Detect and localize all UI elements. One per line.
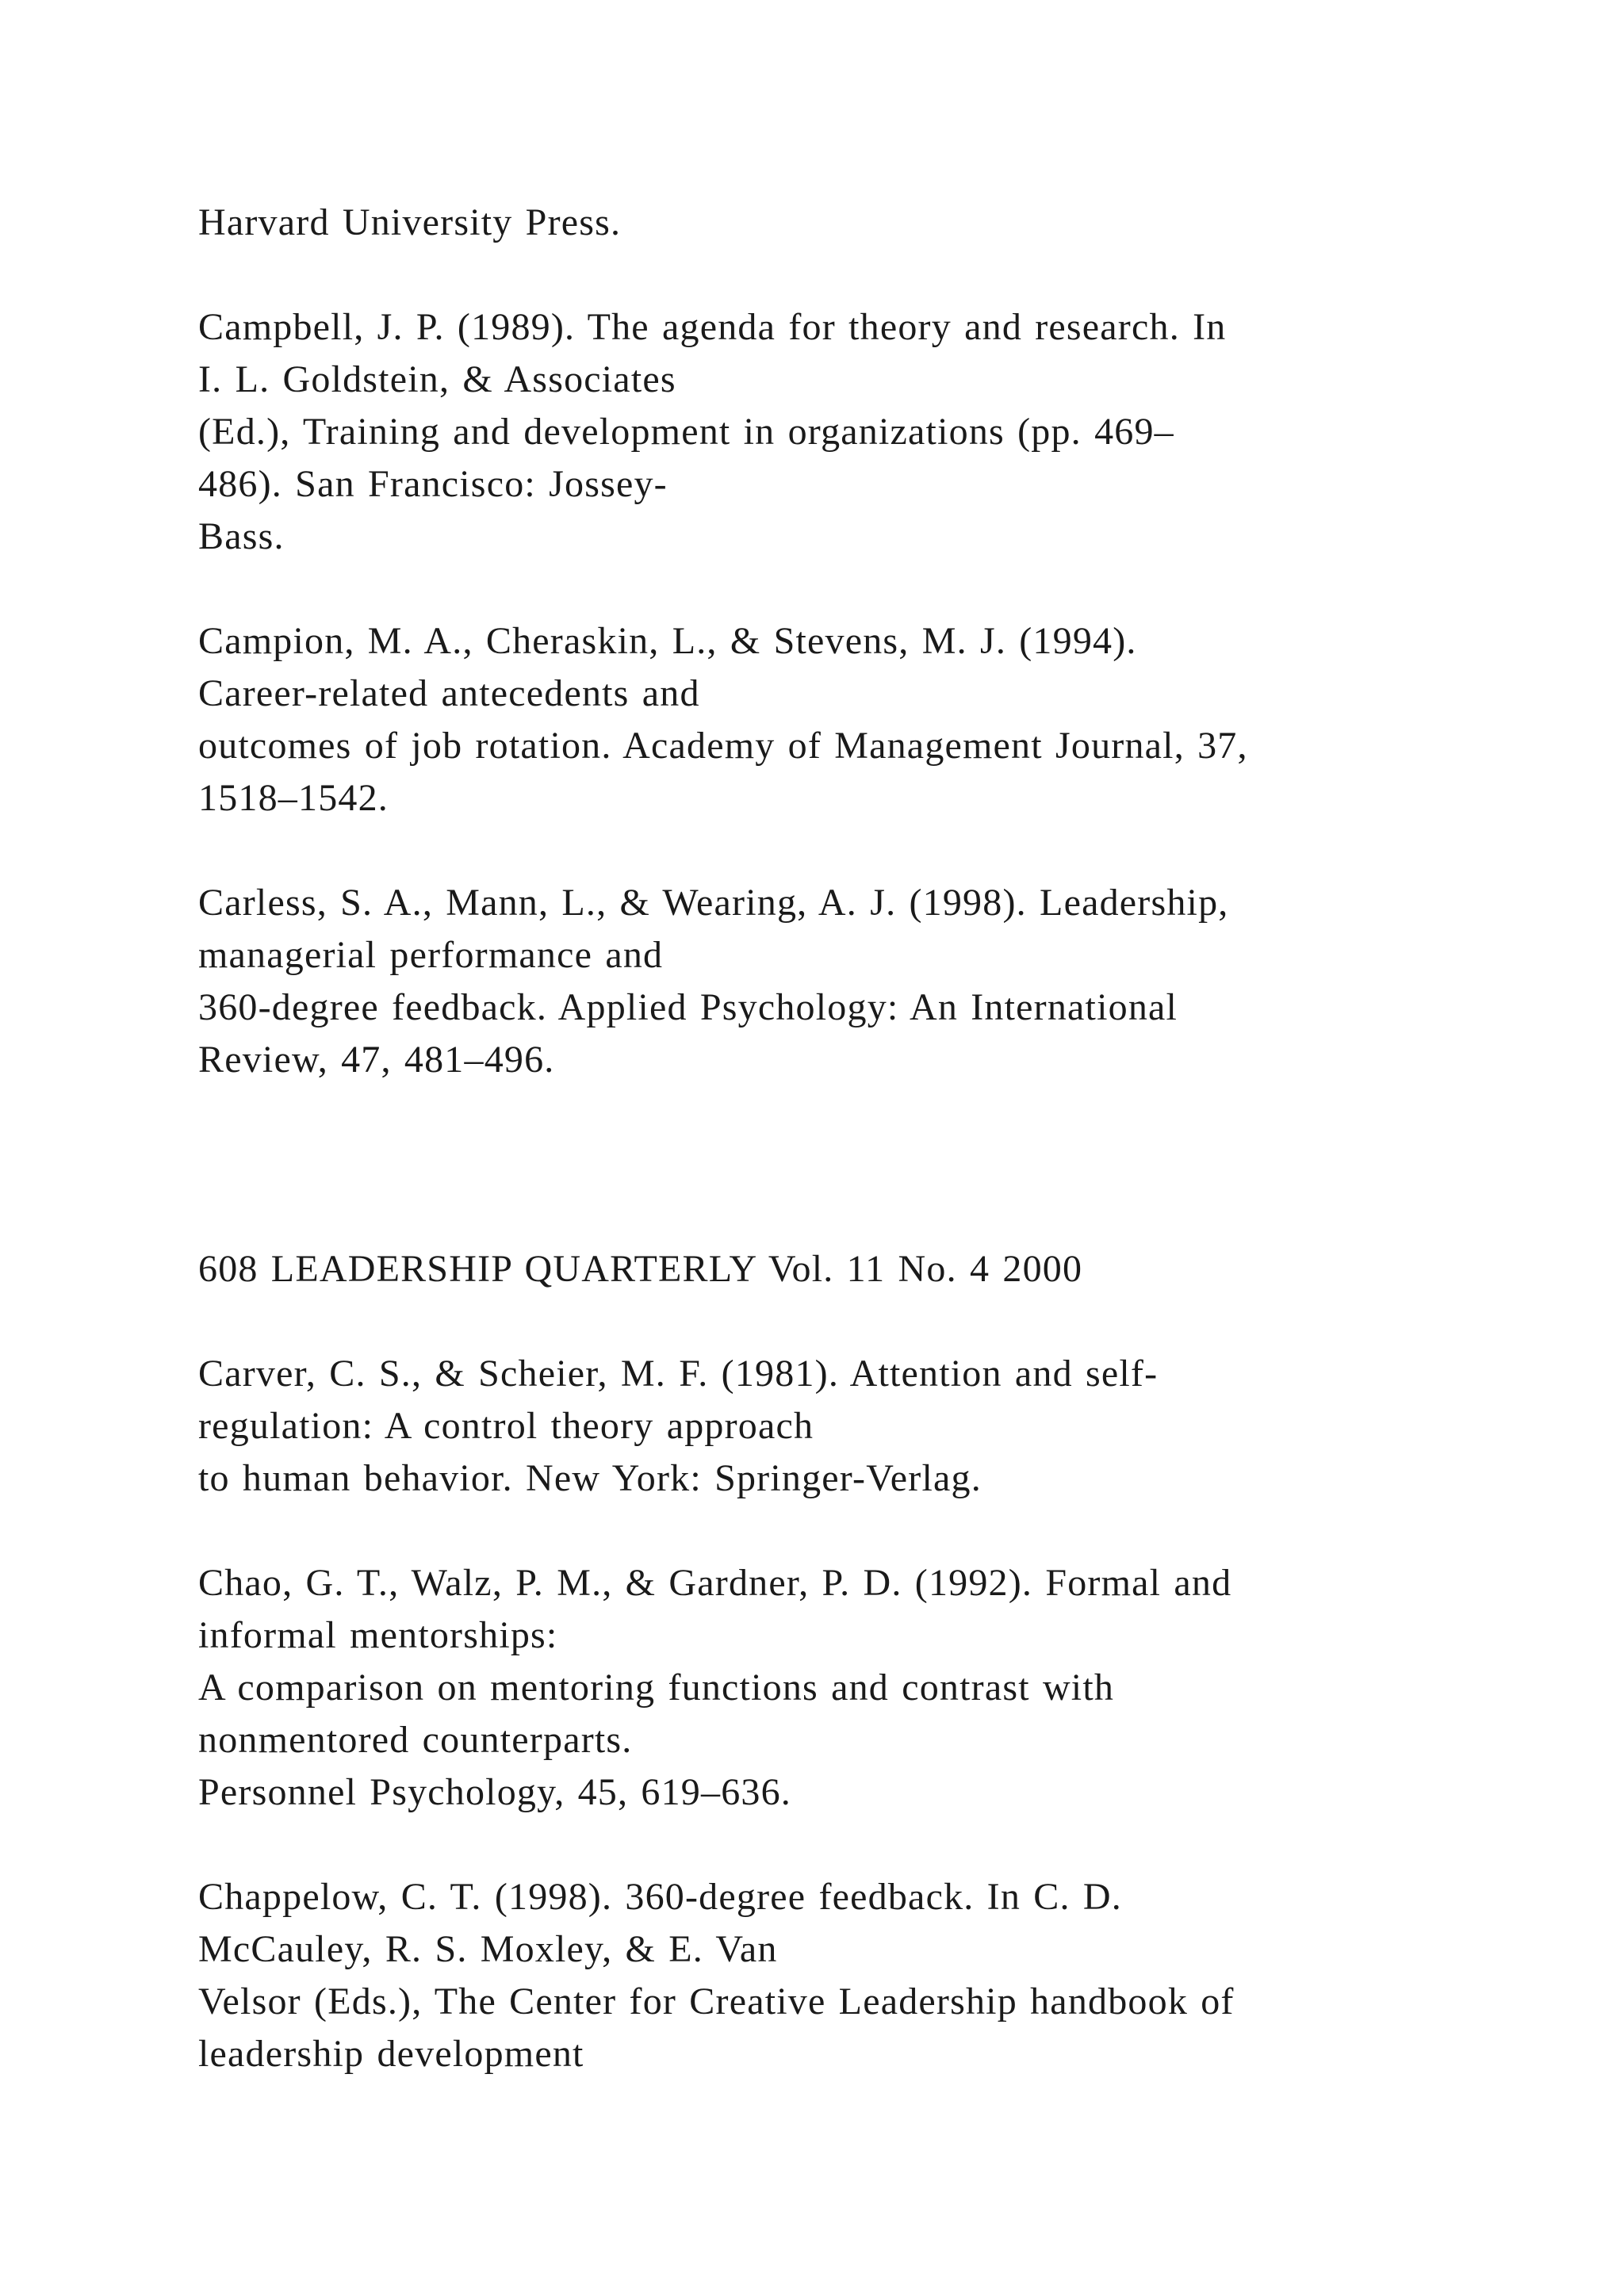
- reference-line: 1518–1542.: [198, 777, 389, 819]
- reference-line: Campbell, J. P. (1989). The agenda for theory and research. In: [198, 306, 1227, 348]
- paragraph-gap: [198, 1819, 1546, 1871]
- reference-line: A comparison on mentoring functions and contrast with: [198, 1667, 1115, 1709]
- reference-line: 486). San Francisco: Jossey-: [198, 463, 668, 505]
- paragraph-gap: [198, 563, 1546, 615]
- paragraph-gap: [198, 1505, 1546, 1557]
- reference-line: informal mentorships:: [198, 1614, 558, 1656]
- reference-line: Bass.: [198, 515, 285, 557]
- reference-line: Career-related antecedents and: [198, 672, 700, 714]
- reference-line: Carless, S. A., Mann, L., & Wearing, A. J. (1998). Leadership,: [198, 882, 1229, 924]
- reference-line: Chappelow, C. T. (1998). 360-degree feedback. In C. D.: [198, 1876, 1122, 1918]
- paragraph-gap: [198, 1295, 1546, 1348]
- paragraph-gap: [198, 825, 1546, 877]
- reference-line: (Ed.), Training and development in organizations (pp. 469–: [198, 411, 1174, 453]
- reference-line: Velsor (Eds.), The Center for Creative Leadership handbook of: [198, 1980, 1235, 2022]
- reference-line: managerial performance and: [198, 934, 664, 976]
- reference-line: 360-degree feedback. Applied Psychology: An International: [198, 986, 1178, 1028]
- section-gap: [198, 1086, 1546, 1243]
- reference-line: to human behavior. New York: Springer-Verlag.: [198, 1457, 982, 1499]
- document-body: [198, 197, 1546, 2080]
- reference-line: Review, 47, 481–496.: [198, 1039, 555, 1081]
- reference-line: outcomes of job rotation. Academy of Management Journal, 37,: [198, 725, 1248, 767]
- reference-line: leadership development: [198, 2033, 584, 2075]
- reference-line: nonmentored counterparts.: [198, 1719, 633, 1761]
- reference-line: I. L. Goldstein, & Associates: [198, 358, 676, 400]
- page-header: 608 LEADERSHIP QUARTERLY Vol. 11 No. 4 2000: [198, 1248, 1083, 1290]
- reference-line: Campion, M. A., Cheraskin, L., & Stevens, M. J. (1994).: [198, 620, 1137, 662]
- reference-line: Carver, C. S., & Scheier, M. F. (1981). Attention and self-: [198, 1353, 1159, 1395]
- paragraph-gap: [198, 249, 1546, 301]
- reference-line: regulation: A control theory approach: [198, 1405, 814, 1447]
- reference-line: McCauley, R. S. Moxley, & E. Van: [198, 1928, 778, 1970]
- reference-line: Personnel Psychology, 45, 619–636.: [198, 1771, 792, 1813]
- reference-line: Harvard University Press.: [198, 201, 622, 243]
- reference-line: Chao, G. T., Walz, P. M., & Gardner, P. D. (1992). Formal and: [198, 1562, 1232, 1604]
